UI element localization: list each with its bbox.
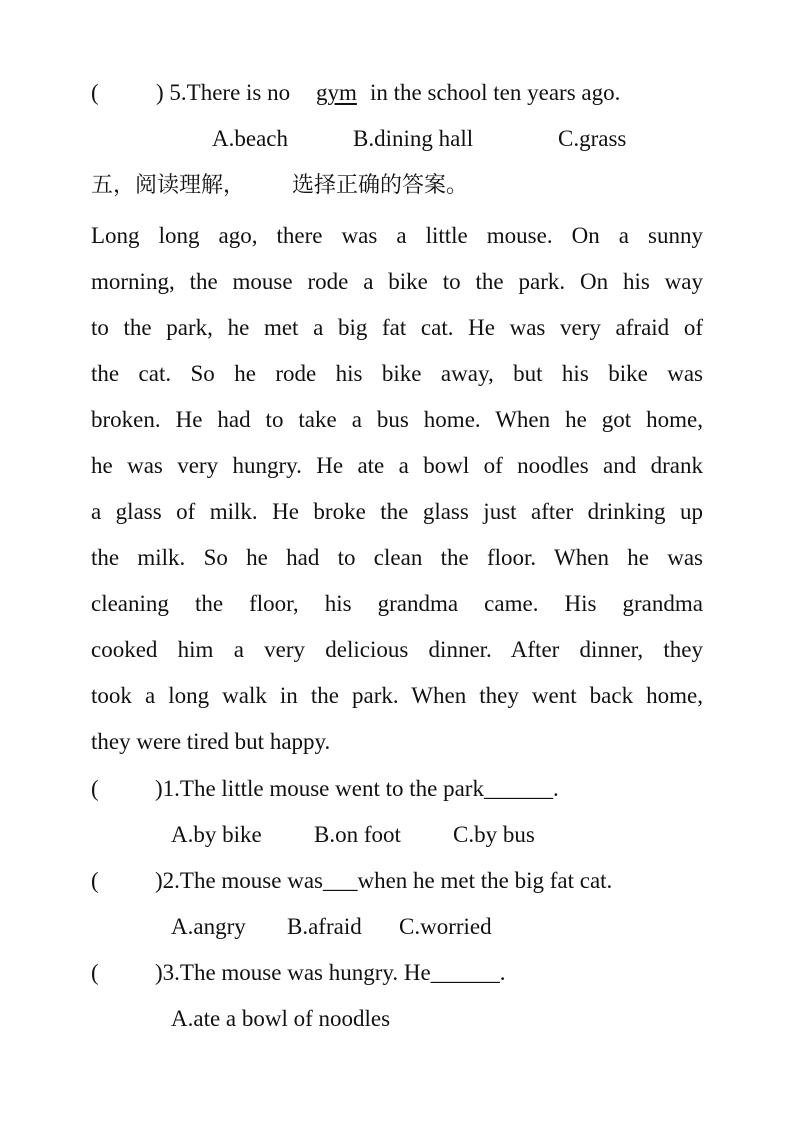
- question-1-option-c: C.by bus: [453, 822, 535, 847]
- answer-paren-open: (: [91, 776, 99, 801]
- question-5-underlined-word: gym: [316, 80, 357, 105]
- passage-line: Long long ago, there was a little mouse. On a sunny: [91, 223, 703, 248]
- answer-paren-open: (: [91, 960, 99, 985]
- passage-line: the cat. So he rode his bike away, but his bike was: [91, 361, 703, 386]
- question-5-option-a: A.beach: [212, 126, 288, 151]
- passage-line: to the park, he met a big fat cat. He was very afraid of: [91, 315, 703, 340]
- question-1-option-a: A.by bike: [171, 822, 262, 847]
- question-5-option-b: B.dining hall: [353, 126, 474, 151]
- passage-line: he was very hungry. He ate a bowl of noodles and drank: [91, 453, 703, 478]
- question-1-option-b: B.on foot: [314, 822, 401, 847]
- passage-line: broken. He had to take a bus home. When he got home,: [91, 407, 703, 432]
- question-2-option-a: A.angry: [171, 914, 246, 939]
- question-2-stem: )2.The mouse was___when he met the big fat cat.: [155, 868, 613, 893]
- question-5-option-c: C.grass: [558, 126, 627, 151]
- question-3-stem: )3.The mouse was hungry. He______.: [155, 960, 506, 985]
- answer-paren-open: (: [91, 868, 99, 893]
- reading-passage: [91, 213, 703, 765]
- section-heading-part2: 选择正确的答案。: [292, 173, 469, 198]
- passage-line: the milk. So he had to clean the floor. When he was: [91, 545, 703, 570]
- section-heading-part1: 五，阅读理解，: [91, 173, 246, 198]
- passage-line: cooked him a very delicious dinner. After dinner, they: [91, 637, 703, 662]
- passage-line: morning, the mouse rode a bike to the park. On his way: [91, 269, 703, 294]
- question-3-option-a: A.ate a bowl of noodles: [171, 1006, 391, 1031]
- question-2-option-c: C.worried: [399, 914, 492, 939]
- answer-paren-open: (: [91, 80, 99, 105]
- question-5-suffix: in the school ten years ago.: [370, 80, 621, 105]
- question-1-stem: )1.The little mouse went to the park______.: [155, 776, 559, 801]
- question-5-prefix: ) 5.There is no: [156, 80, 291, 105]
- question-2-option-b: B.afraid: [287, 914, 362, 939]
- passage-line: a glass of milk. He broke the glass just after drinking up: [91, 499, 703, 524]
- passage-line: cleaning the floor, his grandma came. His grandma: [91, 591, 703, 616]
- passage-line: they were tired but happy.: [91, 729, 331, 754]
- passage-line: took a long walk in the park. When they went back home,: [91, 683, 703, 708]
